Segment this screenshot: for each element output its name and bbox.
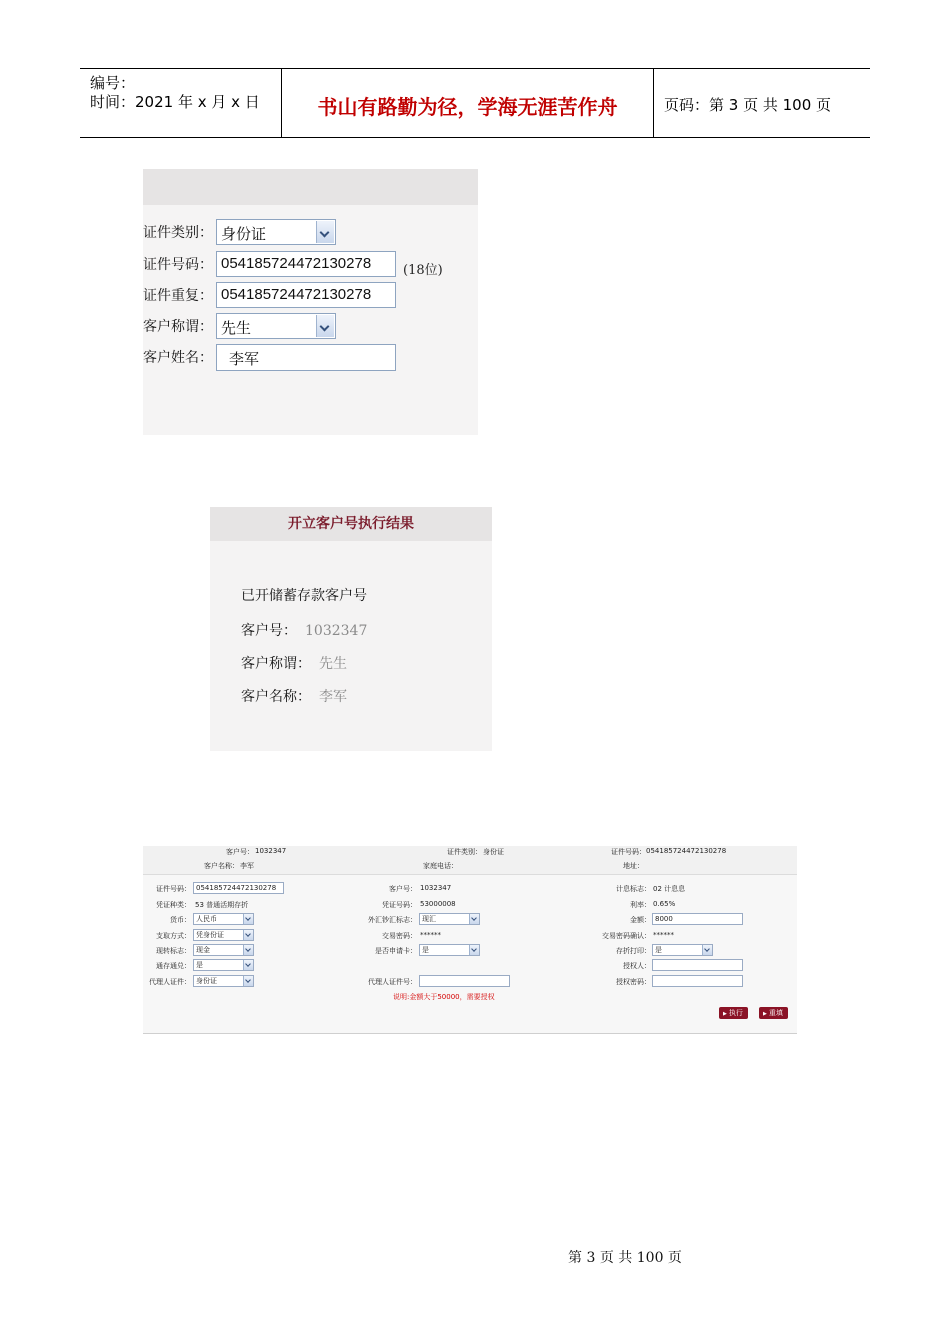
agent-id-label: 代理人证件： [149, 978, 191, 986]
play-arrow-icon: ▶ [763, 1011, 767, 1017]
result-title-value: 先生 [319, 656, 347, 672]
id-type-value: 身份证 [221, 226, 267, 243]
title-select[interactable] [216, 313, 336, 339]
play-arrow-icon: ▶ [723, 1011, 727, 1017]
chevron-down-icon[interactable] [243, 914, 253, 924]
rate-label: 利率： [630, 901, 651, 909]
chevron-down-icon[interactable] [243, 960, 253, 970]
result-header-bar [210, 507, 492, 541]
universal-label: 通存通兑： [156, 962, 191, 970]
top-home-phone-label: 家庭电话： [423, 862, 458, 870]
result-panel [210, 507, 492, 751]
chevron-down-icon[interactable] [316, 221, 334, 243]
id-repeat-label: 证件重复： [143, 288, 213, 304]
name-input[interactable] [216, 344, 396, 371]
left-id-no-input[interactable] [193, 882, 284, 894]
title-label: 客户称谓： [143, 319, 213, 335]
id-number-hint: (18位) [403, 263, 443, 278]
id-repeat-input[interactable] [216, 282, 396, 308]
name-value: 李军 [229, 351, 260, 368]
reset-button-label: 重填 [768, 1009, 783, 1017]
voucher-no-value: 53000008 [420, 900, 456, 908]
chevron-down-icon[interactable] [316, 315, 334, 337]
card-select[interactable] [419, 944, 480, 956]
execute-button[interactable] [719, 1007, 748, 1019]
passbook-label: 存折打印： [616, 947, 651, 955]
chevron-down-icon[interactable] [243, 945, 253, 955]
top-id-no-label: 证件号码： [611, 848, 646, 856]
id-number-value: 054185724472130278 [221, 255, 372, 272]
customer-form-header-bar [143, 169, 478, 205]
agent-id-value: 身份证 [196, 977, 217, 985]
id-number-input[interactable] [216, 251, 396, 277]
authorizer-label: 授权人： [623, 962, 651, 970]
reset-button[interactable] [759, 1007, 788, 1019]
trade-pwd-label: 交易密码： [382, 932, 417, 940]
result-title-row [241, 653, 347, 673]
top-address-label: 地址： [623, 862, 644, 870]
agent-id-select[interactable] [193, 975, 254, 987]
auth-pwd-label: 授权密码： [616, 978, 651, 986]
withdraw-label: 支取方式： [156, 932, 191, 940]
amount-value: 8000 [655, 915, 673, 923]
voucher-no-label: 凭证号码： [382, 901, 417, 909]
id-repeat-value: 054185724472130278 [221, 286, 372, 303]
card-value: 是 [422, 946, 429, 954]
fx-value: 现汇 [422, 915, 436, 923]
result-customer-no-row [241, 620, 367, 640]
header-meta-cell [80, 69, 282, 137]
currency-value: 人民币 [196, 915, 217, 923]
agent-id-no-label: 代理人证件号： [368, 978, 417, 986]
top-id-type-label: 证件类别： [447, 848, 482, 856]
pwd-confirm-label: 交易密码确认： [602, 932, 651, 940]
header-page-cell [654, 69, 870, 137]
result-name-row [241, 686, 347, 706]
doc-time-label: 时间：2021 年 x 月 x 日 [90, 93, 260, 111]
interest-label: 计息标志： [616, 885, 651, 893]
execute-button-label: 执行 [728, 1009, 743, 1017]
title-value: 先生 [221, 320, 252, 337]
top-cust-no-label: 客户号： [226, 848, 254, 856]
currency-select[interactable] [193, 913, 254, 925]
customer-form-panel [143, 169, 478, 435]
top-cust-no-value: 1032347 [255, 847, 287, 855]
interest-value: 02 计息息 [653, 885, 686, 893]
chevron-down-icon[interactable] [469, 914, 479, 924]
authorization-note: 说明:金额大于50000，需要授权 [393, 993, 495, 1001]
rate-value: 0.65% [653, 900, 676, 908]
result-name-label: 客户名称： [241, 689, 311, 705]
top-id-no-value: 054185724472130278 [646, 847, 727, 855]
id-number-label: 证件号码： [143, 257, 213, 273]
doc-number-label: 编号： [90, 74, 136, 92]
page-header [80, 68, 870, 138]
fx-select[interactable] [419, 913, 480, 925]
result-title-label: 客户称谓： [241, 656, 311, 672]
passbook-select[interactable] [652, 944, 713, 956]
agent-id-no-input[interactable] [419, 975, 510, 987]
page-footer: 第 3 页 共 100 页 [568, 1250, 682, 1266]
passbook-value: 是 [655, 946, 662, 954]
currency-label: 货币： [170, 916, 191, 924]
result-message: 已开储蓄存款客户号 [241, 588, 367, 604]
universal-select[interactable] [193, 959, 254, 971]
authorizer-input[interactable] [652, 959, 743, 971]
header-motto-cell [282, 69, 654, 137]
left-id-no-label: 证件号码： [156, 885, 191, 893]
result-customer-no-value: 1032347 [305, 623, 368, 639]
pwd-confirm-value: ****** [653, 931, 674, 939]
result-name-value: 李军 [319, 689, 347, 705]
amount-input[interactable] [652, 913, 743, 925]
header-page-info: 页码：第 3 页 共 100 页 [664, 96, 832, 114]
customer-info-bar [143, 846, 797, 875]
voucher-type-value: 53 普通活期存折 [195, 901, 249, 909]
mid-cust-no-label: 客户号： [389, 885, 417, 893]
cash-transfer-label: 现转标志： [156, 947, 191, 955]
top-id-type-value: 身份证 [483, 848, 504, 856]
header-motto: 书山有路勤为径，学海无涯苦作舟 [317, 95, 618, 119]
card-label: 是否申请卡： [375, 947, 417, 955]
chevron-down-icon[interactable] [702, 945, 712, 955]
name-label: 客户姓名： [143, 350, 213, 366]
top-cust-name-value: 李军 [240, 862, 254, 870]
cash-transfer-value: 现金 [196, 946, 210, 954]
fx-label: 外汇钞汇标志： [368, 916, 417, 924]
amount-label: 金额： [630, 916, 651, 924]
id-type-select[interactable] [216, 219, 336, 245]
chevron-down-icon[interactable] [469, 945, 479, 955]
result-title: 开立客户号执行结果 [288, 516, 414, 532]
voucher-type-label: 凭证种类： [156, 901, 191, 909]
withdraw-value: 凭身份证 [196, 931, 224, 939]
id-type-label: 证件类别： [143, 225, 213, 241]
universal-value: 是 [196, 961, 203, 969]
trade-pwd-value: ****** [420, 931, 441, 939]
withdraw-select[interactable] [193, 929, 254, 941]
top-cust-name-label: 客户名称： [204, 862, 239, 870]
deposit-form-panel [143, 846, 797, 1034]
chevron-down-icon[interactable] [243, 976, 253, 986]
mid-cust-no-value: 1032347 [420, 884, 452, 892]
cash-transfer-select[interactable] [193, 944, 254, 956]
result-customer-no-label: 客户号： [241, 623, 297, 639]
auth-pwd-input[interactable] [652, 975, 743, 987]
left-id-no-value: 054185724472130278 [196, 884, 277, 892]
chevron-down-icon[interactable] [243, 930, 253, 940]
